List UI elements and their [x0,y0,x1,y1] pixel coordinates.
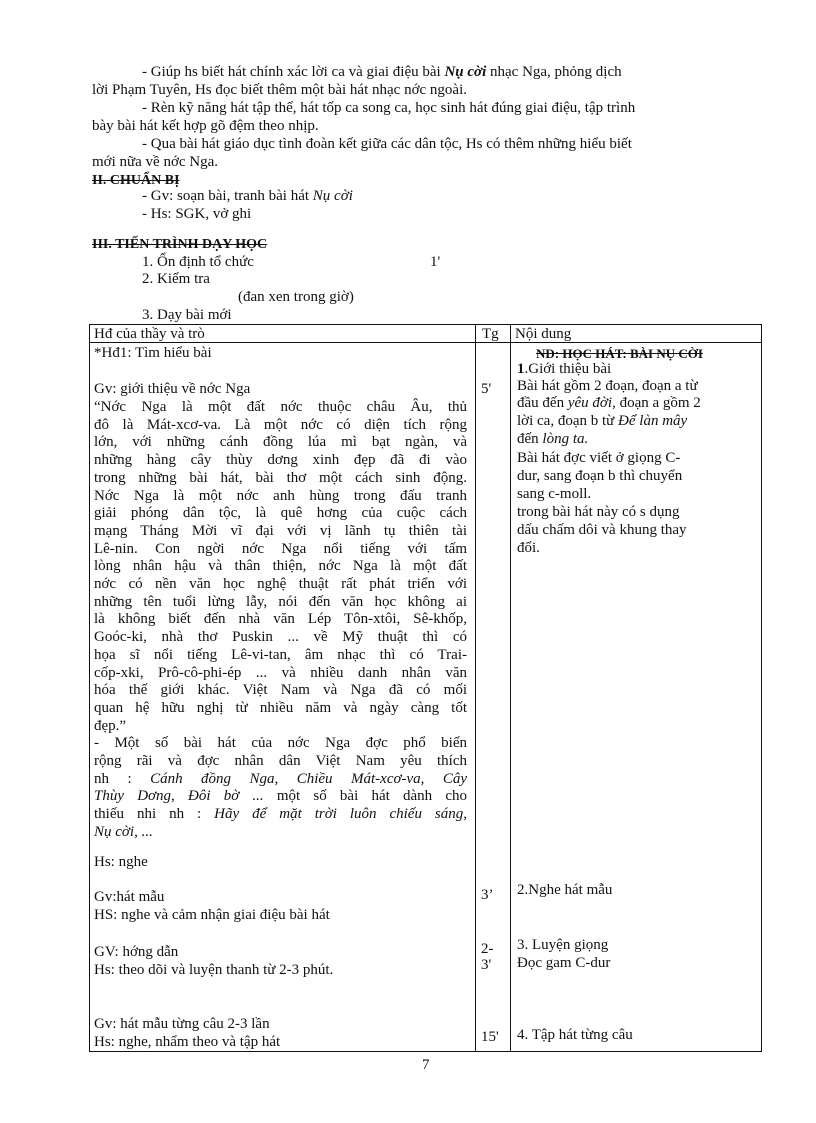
objective-line-4: bày bài hát kết hợp gõ đệm theo nhịp. [92,118,319,134]
step-1: 1. Ổn định tổ chức [142,254,254,270]
step-2-note: (đan xen trong giờ) [238,289,354,305]
content-1-line-5: Bài hát đợc viết ở giọng C- [517,450,681,466]
table-left-border [89,324,90,1052]
content-3-b: Đọc gam C-dur [517,955,611,971]
content-4: 4. Tập hát từng câu [517,1027,633,1043]
prep-hs: - Hs: SGK, vở ghi [142,206,252,222]
table-col-divider-2 [510,324,511,1052]
table-col-divider-1 [475,324,476,1052]
time-3a: 2- [481,941,494,957]
content-1-line-6: dur, sang đoạn b thì chuyển [517,468,683,484]
time-4: 15' [481,1029,499,1045]
objective-line-5: - Qua bài hát giáo dục tình đoàn kết giữa các dân tộc, Hs có thêm những hiểu biết [142,136,632,152]
table-right-border [761,324,762,1052]
header-activities: Hđ của thầy và trò [94,326,205,342]
content-1-heading: 1.Giới thiệu bài [517,361,612,377]
time-1: 5' [481,381,492,397]
hs-practice: Hs: theo dõi và luyện thanh từ 2-3 phút. [94,962,334,978]
gv-sing: Gv:hát mẫu [94,889,165,905]
gv-guide: GV: hớng dẫn [94,944,179,960]
content-1-line-9: dấu chấm dôi và khung thay [517,522,687,538]
prep-gv: - Gv: soạn bài, tranh bài hát Nụ cời [142,188,353,204]
hs-sentence: Hs: nghe, nhẩm theo và tập hát [94,1034,281,1050]
content-2: 2.Nghe hát mẫu [517,882,613,898]
content-title: ND: HỌC HÁT: BÀI NỤ CỜI [536,346,703,361]
objective-line-1: - Giúp hs biết hát chính xác lời ca và giai điệu bài Nụ cời nhạc Nga, phỏng dịch [142,64,622,80]
section-2-heading: II. CHUẨN BỊ [92,173,180,188]
table-top-border [89,324,762,325]
step-1-time: 1' [430,254,441,270]
hs-feel: HS: nghe và cảm nhận giai điệu bài hát [94,907,330,923]
content-1-line-1: Bài hát gồm 2 đoạn, đoạn a từ [517,378,698,394]
content-1-line-2: đầu đến yêu đời, đoạn a gồm 2 [517,395,701,411]
content-1-line-4: đến lòng ta. [517,431,589,447]
objective-line-2: lời Phạm Tuyên, Hs đọc biết thêm một bài hát nhạc nớc ngoài. [92,82,467,98]
hs-listen: Hs: nghe [94,854,148,870]
content-1-line-7: sang c-moll. [517,486,592,502]
time-2: 3’ [481,887,494,903]
content-1-line-3: lời ca, đoạn b từ Để làn mây [517,413,688,429]
step-3: 3. Dạy bài mới [142,307,232,323]
gv-intro: Gv: giới thiệu về nớc Nga [94,381,251,397]
page-number: 7 [422,1057,430,1073]
section-3-heading: III. TIẾN TRÌNH DẠY HỌC [92,237,268,252]
objective-line-3: - Rèn kỹ năng hát tập thể, hát tốp ca song ca, học sinh hát đúng giai điệu, tập trình [142,100,636,116]
content-1-line-8: trong bài hát này có s dụng [517,504,680,520]
table-bottom-border [89,1051,762,1052]
gv-sentence: Gv: hát mẫu từng câu 2-3 lần [94,1016,270,1032]
activity-1-title: *Hđ1: Tìm hiểu bài [94,345,212,361]
objective-line-6: mới nữa về nớc Nga. [92,154,219,170]
header-time: Tg [482,326,499,342]
time-3b: 3' [481,957,492,973]
step-2: 2. Kiểm tra [142,271,210,287]
header-content: Nội dung [515,326,572,342]
content-3-a: 3. Luyện giọng [517,937,609,953]
russia-paragraph: “Nớc Nga là một đất nớc thuộc châu Âu, thủ đô là Mát-xcơ-va. Là một nớc có diện tích rộng lớn, với những cánh đồng lúa mì bạt ngàn, và những hàng cây thùy dơng xinh đẹp đã đi vào trong những bài hát, bài thơ một cách sinh động. Nớc Nga là một nớc anh hùng trong đấu tranh giải phóng dân tộc, là quê hơng của cuộc cách mạng Tháng Mời vĩ đại với vị lãnh tụ thiên tài Lê-nin. Con ngời nớc Nga nổi tiếng với tấm lòng nhân hậu và thân thiện, nớc Nga là một đất nớc có nền văn học nghệ thuật rất phát triển với những tên tuổi lừng lẫy, nói đến văn học không ai là không biết đến nhà văn Lép Tôn-xtôi, Sê-khốp, Goóc-ki, nhà thơ Puskin ... về Mỹ thuật thì có họa sĩ nổi tiếng Lê-vi-tan, âm nhạc thì có Trai- cốp-xki, Prô-cô-phi-ép ... và nhiều danh nhân văn hóa thế giới khác. Việt Nam và Nga đã có mối quan hệ hữu nghị từ nhiều năm và ngày càng tốt đẹp.” - Một số bài hát của nớc Nga đợc phổ biến rộng rãi và đợc nhân dân Việt Nam yêu thích nh : Cánh đồng Nga, Chiều Mát-xcơ-va, Cây Thùy Dơng, Đôi bờ ... một số bài hát dành cho thiếu nhi nh : Hãy để mặt trời luôn chiếu sáng, Nụ cời, ... [94,399,468,840]
content-1-line-10: đổi. [517,540,540,556]
